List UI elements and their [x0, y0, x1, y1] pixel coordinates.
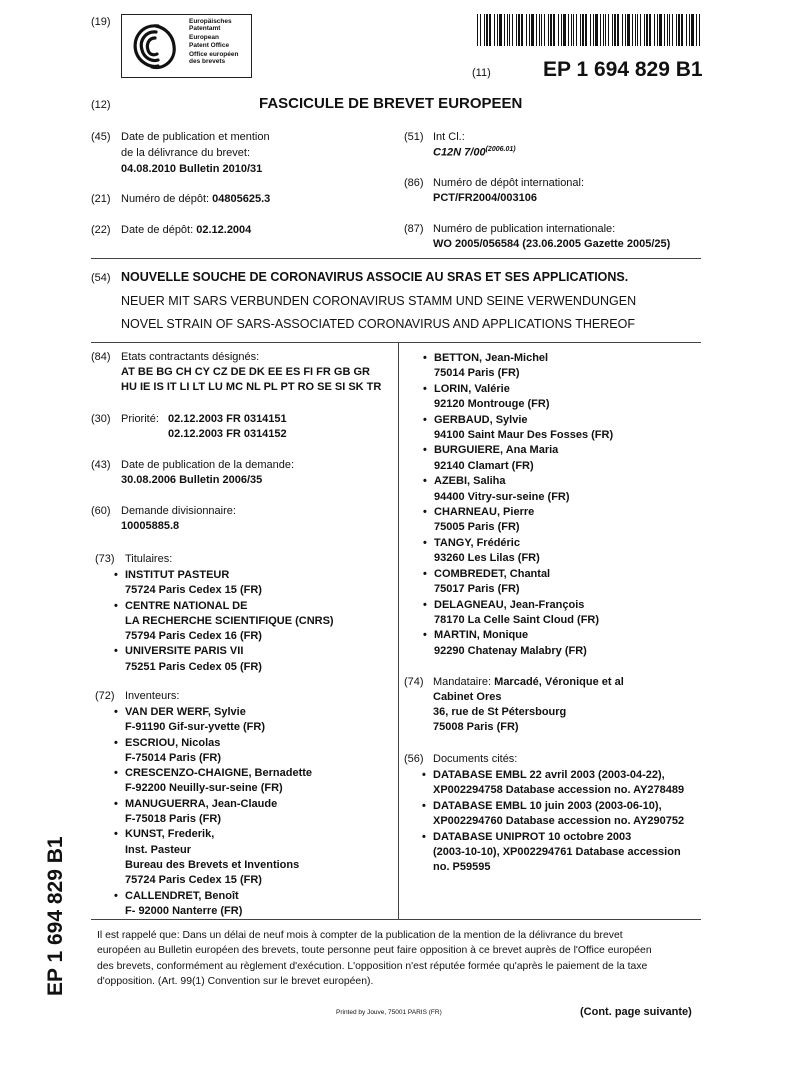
- barcode-bar: [494, 14, 495, 46]
- inid-code-87: (87): [404, 223, 424, 235]
- inventor-name: • BETTON, Jean-Michel: [434, 352, 549, 364]
- inid-code-73: (73): [95, 553, 115, 565]
- inventor-name: • KUNST, Frederik,: [125, 828, 215, 841]
- barcode-bar: [667, 14, 668, 46]
- office-name-line: Europäisches: [189, 18, 232, 25]
- cited-document-line: • DATABASE EMBL 10 juin 2003 (2003-06-10),: [433, 799, 662, 812]
- divisional-label: Demande divisionnaire:: [121, 505, 236, 517]
- barcode-bar: [531, 14, 534, 46]
- representative-firm: Cabinet Ores: [433, 691, 502, 703]
- inventor-item: [434, 443, 613, 474]
- barcode-bar: [512, 14, 513, 46]
- barcode-bar: [486, 14, 488, 46]
- divider: [91, 919, 701, 920]
- notice-line: d'opposition. (Art. 99(1) Convention sur le brevet européen).: [97, 976, 374, 988]
- int-cl-value: [433, 146, 516, 159]
- cited-document-line: (2003-10-10), XP002294761 Database accession: [433, 846, 681, 859]
- barcode-bar: [529, 14, 530, 46]
- inventor-name: • AZEBI, Saliha: [434, 475, 506, 488]
- barcode-bar: [477, 14, 478, 46]
- barcode-bar: [484, 14, 485, 46]
- barcode-bar: [585, 14, 587, 46]
- barcode-bar: [561, 14, 562, 46]
- proprietor-name: • UNIVERSITE PARIS VII: [125, 645, 244, 658]
- barcode-bar: [580, 14, 581, 46]
- barcode-bar: [576, 14, 577, 46]
- inventor-address: 92140 Clamart (FR): [434, 459, 534, 472]
- cited-document-line: XP002294758 Database accession no. AY278489: [433, 784, 685, 797]
- representative-city: 75008 Paris (FR): [433, 721, 519, 733]
- inventor-name: • TANGY, Frédéric: [434, 536, 520, 549]
- application-publication-label: Date de publication de la demande:: [121, 459, 295, 471]
- barcode-bar: [686, 14, 687, 46]
- application-number-value: 04805625.3: [212, 193, 271, 205]
- office-name-line: des brevets: [189, 58, 226, 66]
- inventor-address: 78170 La Celle Saint Cloud (FR): [434, 613, 600, 626]
- inventor-item: [434, 628, 613, 659]
- inventor-address: Inst. Pasteur: [125, 843, 192, 856]
- application-publication-value: 30.08.2006 Bulletin 2006/35: [121, 474, 263, 486]
- inventor-address: 75724 Paris Cedex 15 (FR): [125, 874, 262, 887]
- divider: [91, 258, 701, 259]
- application-number: [121, 193, 270, 205]
- barcode-bar: [646, 14, 648, 46]
- inventor-item: [125, 705, 312, 736]
- inventor-address: F-91190 Gif-sur-yvette (FR): [125, 721, 265, 734]
- title-english: NOVEL STRAIN OF SARS-ASSOCIATED CORONAVIRUS AND APPLICATIONS THEREOF: [121, 317, 635, 331]
- inventor-item: [125, 827, 312, 888]
- inventor-item: [125, 797, 312, 828]
- barcode-bar: [640, 14, 641, 46]
- barcode-bar: [657, 14, 658, 46]
- inventors-label: Inventeurs:: [125, 690, 180, 702]
- inventor-address: 92120 Montrouge (FR): [434, 398, 550, 411]
- barcode-bar: [593, 14, 594, 46]
- cited-document-line: no. P59595: [433, 861, 491, 874]
- representative: [433, 676, 624, 688]
- int-cl-version: (2006.01): [485, 146, 516, 153]
- barcode-bar: [516, 14, 517, 46]
- cited-document-line: • DATABASE UNIPROT 10 octobre 2003: [433, 830, 632, 843]
- intl-publication-label: Numéro de publication internationale:: [433, 223, 616, 235]
- inventor-name: • LORIN, Valérie: [434, 382, 510, 395]
- barcode-bar: [603, 14, 604, 46]
- inventor-name: • CHARNEAU, Pierre: [434, 506, 535, 519]
- barcode-bar: [676, 14, 677, 46]
- designated-states-line: HU IE IS IT LI LT LU MC NL PL PT RO SE SI SK TR: [121, 381, 382, 393]
- continued-note: (Cont. page suivante): [580, 1006, 692, 1018]
- intl-application-label: Numéro de dépôt international:: [433, 177, 585, 189]
- cited-document-line: XP002294760 Database accession no. AY290752: [433, 815, 685, 828]
- application-number-label: Numéro de dépôt:: [121, 193, 210, 205]
- office-name-line: Patent Office: [189, 41, 230, 49]
- representative-name: Marcadé, Véronique et al: [494, 676, 624, 688]
- barcode-bar: [681, 14, 683, 46]
- inventor-name: • ESCRIOU, Nicolas: [125, 736, 221, 749]
- barcode-bar: [600, 14, 601, 46]
- barcode-bar: [590, 14, 591, 46]
- epo-logo-icon: [128, 20, 180, 72]
- barcode-bar: [649, 14, 651, 46]
- inventor-name: • BURGUIERE, Ana Maria: [434, 444, 559, 457]
- inventor-item: [434, 351, 613, 382]
- inid-code-43: (43): [91, 459, 111, 471]
- patent-number: EP 1 694 829 B1: [543, 58, 703, 81]
- barcode-bar: [536, 14, 537, 46]
- barcode-bar: [553, 14, 555, 46]
- grant-date-label: Date de publication et mention: [121, 131, 270, 143]
- filing-date: [121, 224, 251, 236]
- int-cl-label: Int Cl.:: [433, 131, 465, 143]
- inventor-address: 75017 Paris (FR): [434, 583, 520, 596]
- proprietor-item: [125, 599, 334, 645]
- barcode-bar: [622, 14, 623, 46]
- representative-street: 36, rue de St Pétersbourg: [433, 706, 567, 718]
- priority-label: Priorité:: [121, 413, 159, 425]
- int-cl-code: C12N 7/00: [433, 146, 486, 159]
- barcode-bar: [595, 14, 598, 46]
- barcode-bar: [518, 14, 520, 46]
- proprietors-label: Titulaires:: [125, 553, 173, 565]
- barcode-bar: [625, 14, 626, 46]
- proprietor-item: [125, 568, 334, 599]
- inventor-item: [434, 382, 613, 413]
- inventor-address: Bureau des Brevets et Inventions: [125, 858, 300, 871]
- barcode-bar: [664, 14, 665, 46]
- inventor-name: • VAN DER WERF, Sylvie: [125, 706, 246, 718]
- divisional-value: 10005885.8: [121, 520, 180, 532]
- proprietor-address: 75251 Paris Cedex 05 (FR): [125, 660, 262, 673]
- priority-line: 02.12.2003 FR 0314151: [168, 413, 287, 425]
- inid-code-19: (19): [91, 16, 111, 28]
- cited-documents-list: [433, 768, 684, 876]
- inventor-address: F-75014 Paris (FR): [125, 751, 221, 764]
- barcode-bar: [550, 14, 552, 46]
- barcode-bar: [635, 14, 636, 46]
- inventor-item: [434, 567, 613, 598]
- inventors-list-left: [125, 705, 312, 919]
- inventor-name: • DELAGNEAU, Jean-François: [434, 598, 585, 611]
- barcode-bar: [573, 14, 574, 46]
- notice-line: européen au Bulletin européen des brevets, toute personne peut faire opposition à ce brevet auprès de l'Office européen: [97, 945, 652, 957]
- inventor-name: • MANUGUERRA, Jean-Claude: [125, 797, 278, 810]
- inventor-name: • GERBAUD, Sylvie: [434, 413, 528, 426]
- inventor-item: [434, 474, 613, 505]
- barcode-bar: [509, 14, 510, 46]
- designated-states-line: AT BE BG CH CY CZ DE DK EE ES FI FR GB GR: [121, 366, 370, 378]
- inventor-item: [125, 766, 312, 797]
- inid-code-54: (54): [91, 272, 111, 284]
- inventor-item: [434, 413, 613, 444]
- intl-publication-value: WO 2005/056584 (23.06.2005 Gazette 2005/25): [433, 238, 671, 250]
- cited-document-item: [433, 768, 684, 799]
- grant-date-label-2: de la délivrance du brevet:: [121, 147, 251, 159]
- barcode-bar: [689, 14, 690, 46]
- proprietor-name: LA RECHERCHE SCIENTIFIQUE (CNRS): [125, 614, 334, 627]
- opposition-notice: [97, 928, 703, 990]
- barcode-bar: [644, 14, 645, 46]
- inid-code-12: (12): [91, 99, 111, 111]
- inventor-name: • COMBREDET, Chantal: [434, 567, 551, 580]
- inid-code-22: (22): [91, 224, 111, 236]
- inventors-list-right: [434, 351, 613, 659]
- side-patent-number: EP 1 694 829 B1: [44, 836, 67, 996]
- inventor-address: 92290 Chatenay Malabry (FR): [434, 644, 587, 657]
- inid-code-84: (84): [91, 351, 111, 363]
- epo-logo-box: [121, 14, 252, 78]
- proprietor-name: • CENTRE NATIONAL DE: [125, 599, 248, 612]
- grant-date-value: 04.08.2010 Bulletin 2010/31: [121, 163, 263, 175]
- inventor-item: [434, 536, 613, 567]
- intl-application-value: PCT/FR2004/003106: [433, 192, 537, 204]
- designated-states-label: Etats contractants désignés:: [121, 351, 260, 363]
- filing-date-value: 02.12.2004: [196, 224, 252, 236]
- proprietor-item: [125, 644, 334, 675]
- barcode-bar: [558, 14, 559, 46]
- inventor-address: F-92200 Neuilly-sur-seine (FR): [125, 782, 283, 795]
- barcode-bar: [548, 14, 549, 46]
- barcode-bar: [659, 14, 662, 46]
- inventor-item: [434, 598, 613, 629]
- barcode-bar: [544, 14, 545, 46]
- notice-line: Il est rappelé que: Dans un délai de neuf mois à compter de la publication de la mention de la délivrance du brevet: [97, 930, 623, 941]
- proprietor-address: 75794 Paris Cedex 16 (FR): [125, 630, 262, 643]
- barcode-bar: [617, 14, 619, 46]
- inventor-address: 93260 Les Lilas (FR): [434, 552, 540, 565]
- barcode-bar: [526, 14, 527, 46]
- inventor-address: 94400 Vitry-sur-seine (FR): [434, 490, 570, 503]
- inventor-address: 75005 Paris (FR): [434, 521, 520, 534]
- proprietor-address: 75724 Paris Cedex 15 (FR): [125, 584, 262, 597]
- barcode-bar: [582, 14, 584, 46]
- barcode-image: [477, 14, 701, 46]
- proprietors-list: [125, 568, 334, 675]
- barcode-bar: [627, 14, 630, 46]
- inventor-name: • CRESCENZO-CHAIGNE, Bernadette: [125, 767, 313, 780]
- barcode-bar: [489, 14, 491, 46]
- filing-date-label: Date de dépôt:: [121, 224, 194, 236]
- inventor-item: [125, 736, 312, 767]
- barcode-bar: [480, 14, 481, 46]
- office-name-line: Office européen: [189, 50, 239, 58]
- inid-code-21: (21): [91, 193, 111, 205]
- cited-documents-label: Documents cités:: [433, 753, 518, 765]
- barcode-bar: [672, 14, 673, 46]
- barcode-bar: [669, 14, 670, 46]
- notice-line: des brevets, conformément au règlement d'exécution. L'opposition n'est réputée formée qu'après le paiement de la taxe: [97, 960, 648, 972]
- document-type-title: FASCICULE DE BREVET EUROPEEN: [259, 95, 523, 112]
- office-name-line: European: [189, 34, 219, 42]
- barcode-bar: [696, 14, 697, 46]
- divider: [91, 342, 701, 343]
- inid-code-45: (45): [91, 131, 111, 143]
- cited-document-item: [433, 799, 684, 830]
- epo-office-names: [189, 18, 238, 65]
- barcode-bar: [608, 14, 609, 46]
- barcode-bar: [563, 14, 566, 46]
- inid-code-72: (72): [95, 690, 115, 702]
- barcode-bar: [699, 14, 700, 46]
- printer-credit: Printed by Jouve, 75001 PARIS (FR): [336, 1009, 442, 1016]
- inventor-name: • MARTIN, Monique: [434, 629, 529, 642]
- barcode-bar: [612, 14, 613, 46]
- barcode-bar: [568, 14, 569, 46]
- title-french: NOUVELLE SOUCHE DE CORONAVIRUS ASSOCIE AU SRAS ET SES APPLICATIONS.: [121, 270, 629, 284]
- barcode-bar: [507, 14, 508, 46]
- inventor-item: [125, 889, 312, 920]
- priority-line: 02.12.2003 FR 0314152: [168, 428, 287, 440]
- barcode-bar: [691, 14, 694, 46]
- barcode-bar: [504, 14, 505, 46]
- column-divider: [398, 343, 399, 919]
- barcode-bar: [605, 14, 606, 46]
- proprietor-name: • INSTITUT PASTEUR: [125, 569, 230, 581]
- inventor-address: 75014 Paris (FR): [434, 367, 520, 380]
- barcode-bar: [632, 14, 633, 46]
- cited-document-line: • DATABASE EMBL 22 avril 2003 (2003-04-22),: [433, 769, 665, 781]
- inid-code-11: (11): [472, 67, 491, 79]
- barcode-bar: [614, 14, 616, 46]
- inid-code-74: (74): [404, 676, 424, 688]
- office-name-line: Patentamt: [189, 25, 221, 33]
- barcode-bar: [499, 14, 502, 46]
- inid-code-51: (51): [404, 131, 424, 143]
- inventor-address: 94100 Saint Maur Des Fosses (FR): [434, 429, 614, 442]
- barcode-bar: [571, 14, 572, 46]
- inventor-address: F-75018 Paris (FR): [125, 813, 221, 826]
- inventor-address: F- 92000 Nanterre (FR): [125, 904, 243, 917]
- cited-document-item: [433, 830, 684, 876]
- representative-label: Mandataire:: [433, 676, 492, 688]
- barcode-bar: [521, 14, 523, 46]
- barcode-bar: [539, 14, 540, 46]
- inid-code-56: (56): [404, 753, 424, 765]
- title-german: NEUER MIT SARS VERBUNDEN CORONAVIRUS STAMM UND SEINE VERWENDUNGEN: [121, 294, 637, 308]
- inid-code-60: (60): [91, 505, 111, 517]
- inid-code-86: (86): [404, 177, 424, 189]
- inid-code-30: (30): [91, 413, 111, 425]
- inventor-item: [434, 505, 613, 536]
- barcode-bar: [497, 14, 498, 46]
- barcode-bar: [637, 14, 638, 46]
- barcode-bar: [654, 14, 655, 46]
- barcode-bar: [541, 14, 542, 46]
- barcode-bar: [678, 14, 680, 46]
- inventor-name: • CALLENDRET, Benoît: [125, 889, 239, 902]
